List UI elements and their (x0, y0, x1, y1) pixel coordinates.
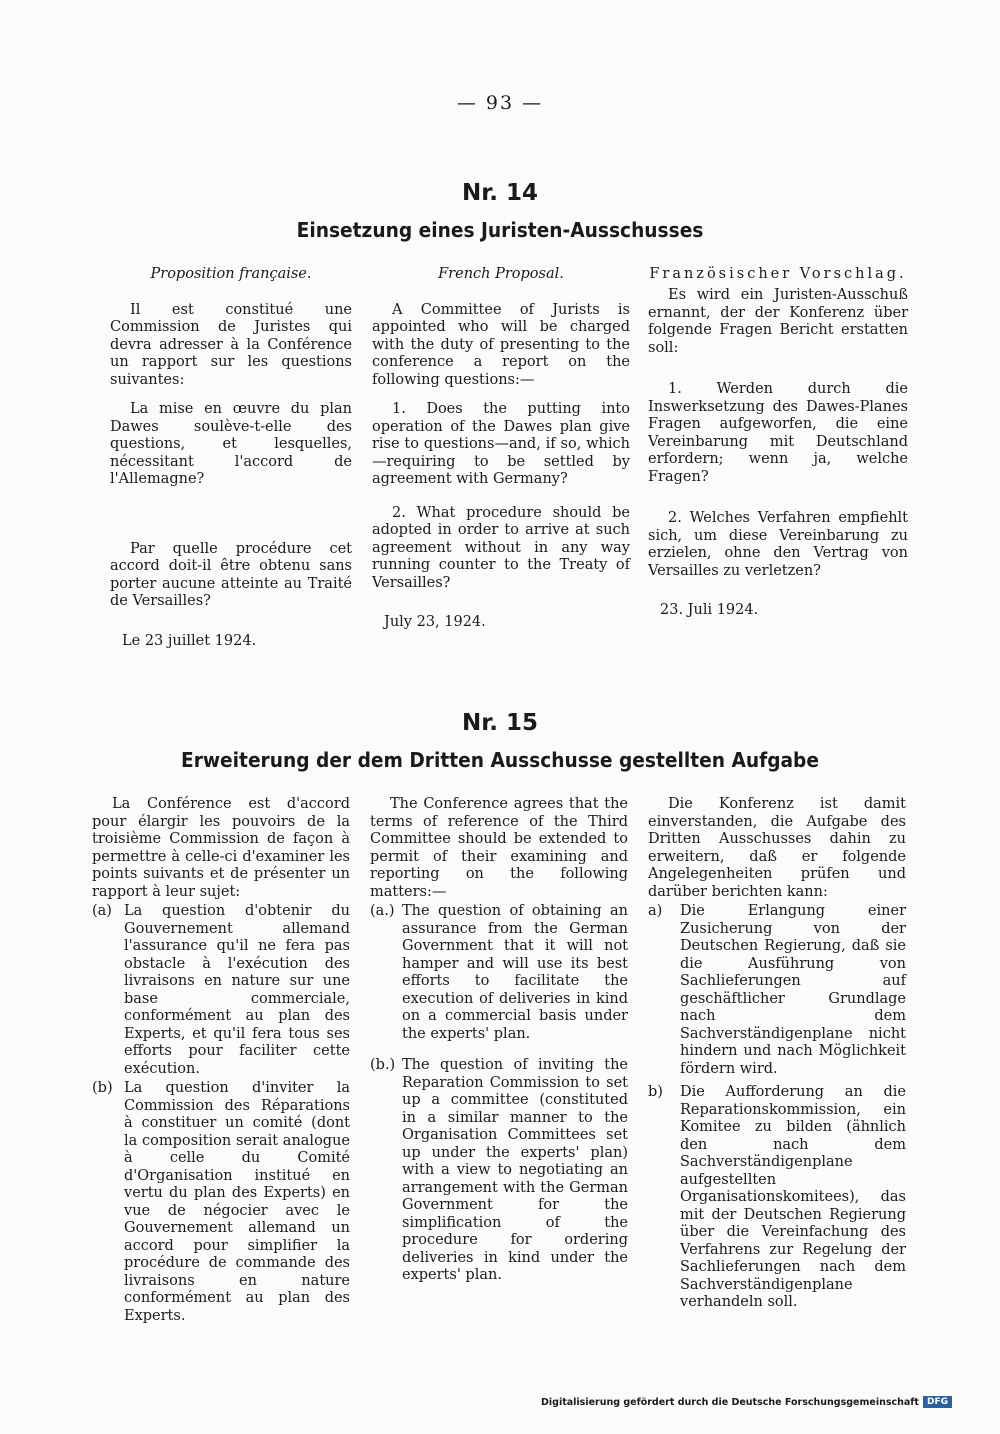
nr15-fr-item-a (92, 903, 350, 1078)
nr14-title: Einsetzung eines Juristen-Ausschusses (296, 218, 704, 242)
nr15-fr-intro: La Conférence est d'accord pour élargir les pouvoirs de la troisième Commission de façon à permettre à celle-ci d'examiner les points suivants et de présenter un rapport à leur sujet: (92, 796, 350, 900)
nr14-en-heading: French Proposal. (438, 266, 564, 282)
nr14-en-intro: A Committee of Jurists is appointed who will be charged with the duty of presenting to the conference a report on the following questions:— (372, 301, 630, 388)
nr15-en-intro: The Conference agrees that the terms of reference of the Third Committee should be extended to permit of their examining and reporting on the following matters:— (370, 796, 628, 900)
nr14-fr-intro: Il est constitué une Commission de Juristes qui devra adresser à la Conférence un rapport sur les questions suivantes: (110, 301, 352, 388)
nr15-fr-item-b (92, 1080, 350, 1325)
nr15-de-item-a (648, 903, 906, 1078)
nr15-de-b-label: b) (648, 1084, 663, 1100)
nr14-en-q1: 1. Does the putting into operation of the Dawes plan give rise to questions—and, if so, which—requiring to be settled by agreement with Germany? (372, 401, 630, 487)
nr14-fr-heading: Proposition française. (150, 266, 312, 282)
dfg-logo: DFG (923, 1396, 952, 1408)
nr15-fr-a-label: (a) (92, 903, 112, 919)
nr15-en-item-b (370, 1057, 628, 1285)
nr15-de-b-text: Die Aufforderung an die Reparationskommission, ein Komitee zu bilden (ähnlich den nach dem Sachverständigenplane aufgestellten Organisationskomitees), das mit der Deutschen Regierung über die Vereinfachung des Verfahrens zur Regelung der Sachlieferungen nach dem Sachverständigenplane verhandeln soll. (680, 1084, 906, 1310)
nr14-de-heading: Französischer Vorschlag. (649, 266, 907, 282)
nr15-de-item-b (648, 1084, 906, 1312)
nr15-english-column (370, 796, 628, 1285)
page-number: — 93 — (456, 92, 544, 114)
nr15-french-column (92, 796, 350, 1325)
nr15-en-b-label: (b.) (370, 1057, 396, 1073)
nr15-fr-a-text: La question d'obtenir du Gouvernement allemand l'assurance qu'il ne fera pas obstacle à l'exécution des livraisons en nature sur une base commerciale, conformément au plan des Experts, et qu'il fera tous ses efforts pour faciliter cette exécution. (124, 903, 350, 1077)
nr14-number: Nr. 14 (461, 180, 539, 206)
nr14-french-column (110, 266, 352, 650)
nr15-en-a-label: (a.) (370, 903, 395, 919)
nr15-de-a-label: a) (648, 903, 663, 919)
nr14-fr-q1: La mise en œuvre du plan Dawes soulève-t-elle des questions, et lesquelles, nécessitant l'accord de l'Allemagne? (110, 401, 352, 487)
nr15-en-a-text: The question of obtaining an assurance from the German Government that it will not hamper and will use its best efforts to facilitate the execution of deliveries in kind on a commercial basis under the experts' plan. (402, 903, 628, 1042)
nr14-english-column (372, 266, 630, 632)
nr14-en-q2: 2. What procedure should be adopted in order to arrive at such agreement without in any way running counter to the Treaty of Versailles? (372, 504, 630, 591)
nr15-de-intro: Die Konferenz ist damit einverstanden, die Aufgabe des Dritten Ausschusses dahin zu erweitern, daß er folgende Angelegenheiten prüfen und darüber berichten kann: (648, 796, 906, 900)
nr15-en-item-a (370, 903, 628, 1043)
nr14-fr-q2: Par quelle procédure cet accord doit-il être obtenu sans porter aucune atteinte au Traité de Versailles? (110, 540, 352, 609)
nr14-de-intro: Es wird ein Juristen-Ausschuß ernannt, der der Konferenz über folgende Fragen Bericht erstatten soll: (648, 287, 908, 356)
nr15-en-b-text: The question of inviting the Reparation Commission to set up a committee (constituted in a similar manner to the Organisation Committees set up under the experts' plan) with a view to negotiating an arrangement with the German Government for the simplification of the procedure for ordering deliveries in kind under the experts' plan. (402, 1057, 628, 1283)
nr14-de-date: 23. Juli 1924. (660, 602, 759, 618)
nr15-fr-b-label: (b) (92, 1080, 113, 1096)
footer (541, 1396, 952, 1408)
nr14-en-date: July 23, 1924. (384, 614, 486, 630)
nr14-de-q1: 1. Werden durch die Inswerksetzung des Dawes-Planes Fragen aufgeworfen, die eine Vereinbarung mit Deutschland erfordern; wenn ja, welche Fragen? (648, 381, 908, 485)
nr14-german-column (648, 266, 908, 620)
nr15-german-column (648, 796, 906, 1312)
nr15-number: Nr. 15 (461, 710, 539, 736)
nr15-title: Erweiterung der dem Dritten Ausschusse gestellten Aufgabe (180, 748, 819, 772)
footer-text: Digitalisierung gefördert durch die Deutsche Forschungsgemeinschaft (541, 1396, 919, 1408)
nr14-fr-date: Le 23 juillet 1924. (122, 632, 257, 649)
nr14-de-q2: 2. Welches Verfahren empfiehlt sich, um diese Vereinbarung zu erzielen, ohne den Vertrag von Versailles zu verletzen? (648, 510, 908, 579)
nr15-de-a-text: Die Erlangung einer Zusicherung von der Deutschen Regierung, daß sie die Ausführung von Sachlieferungen auf geschäftlicher Grundlage nach dem Sachverständigenplane nicht hindern und nach Möglichkeit fördern wird. (680, 903, 906, 1077)
nr15-fr-b-text: La question d'inviter la Commission des Réparations à constituer un comité (dont la composition serait analogue à celle du Comité d'Organisation institué en vertu du plan des Experts) en vue de négocier avec le Gouvernement allemand un accord pour simplifier la procédure de commande des livraisons en nature conformément au plan des Experts. (124, 1080, 350, 1324)
